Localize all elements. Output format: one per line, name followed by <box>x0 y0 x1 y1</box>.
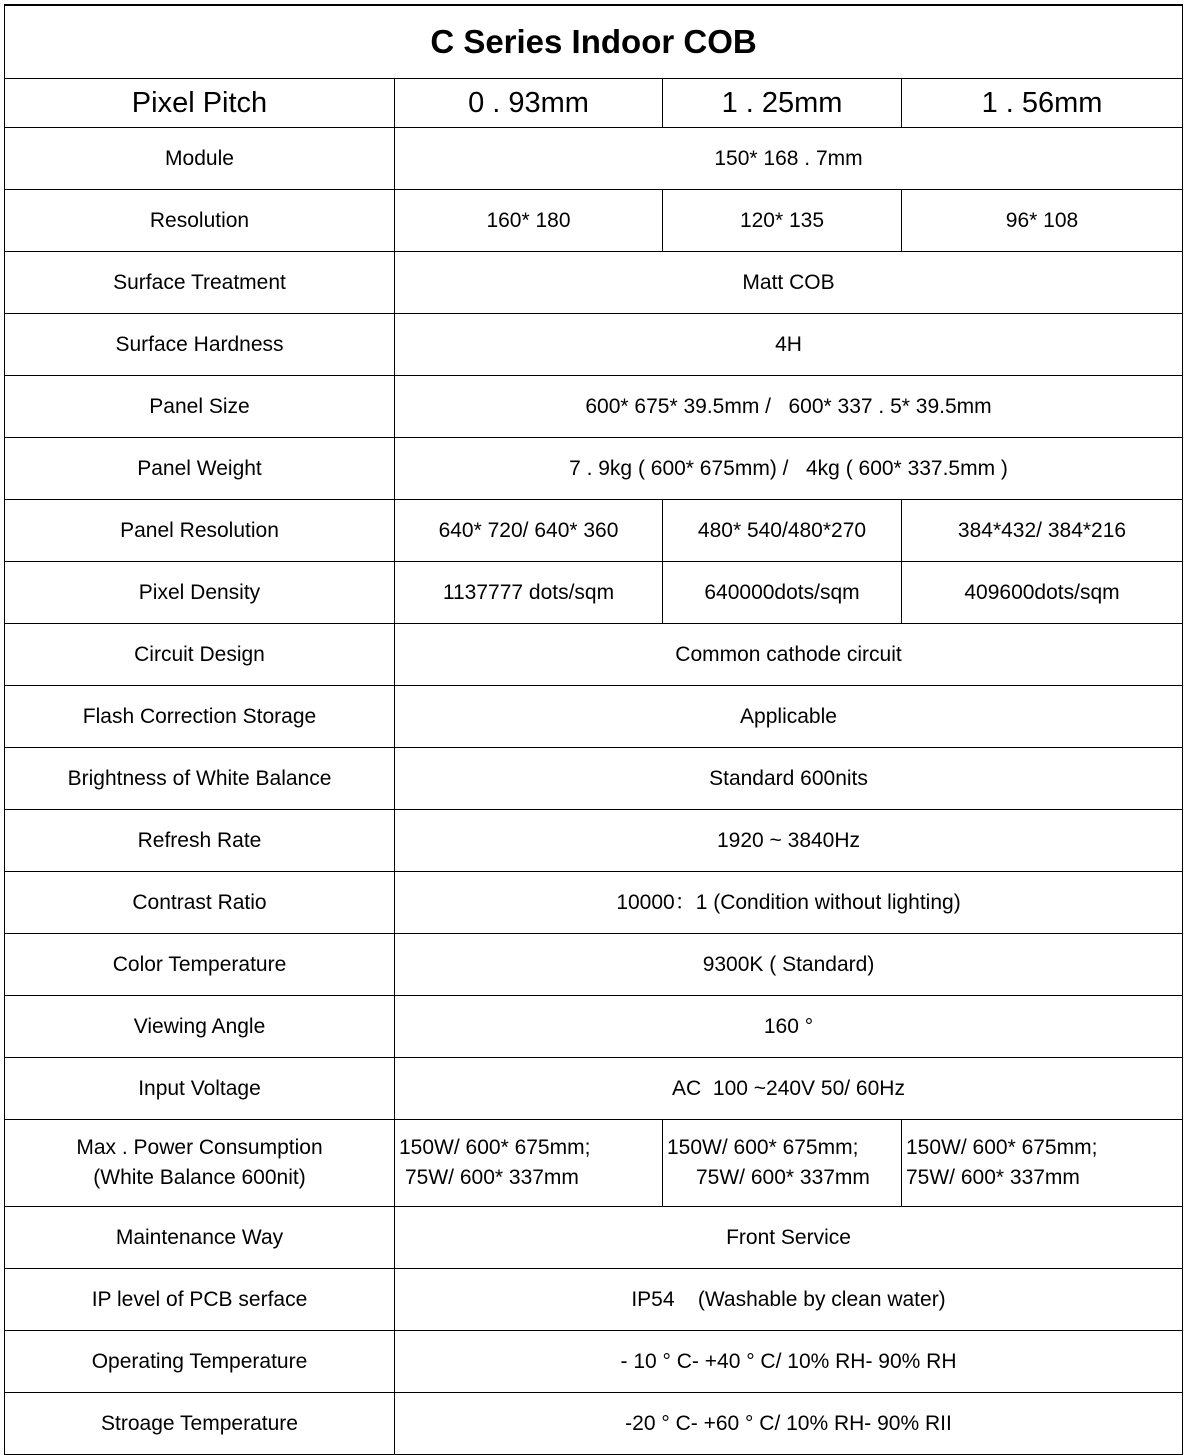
row-label: Module <box>5 128 395 190</box>
surface-hardness-row <box>5 314 1183 376</box>
row-value: 9300K ( Standard) <box>395 934 1183 996</box>
row-label-line: (White Balance 600nit) <box>93 1166 306 1189</box>
row-label: Brightness of White Balance <box>5 748 395 810</box>
row-value: Common cathode circuit <box>395 624 1183 686</box>
pixel-density-row <box>5 562 1183 624</box>
brightness-row <box>5 748 1183 810</box>
row-label-line: Max . Power Consumption <box>76 1136 323 1159</box>
value-line: 150W/ 600* 675mm; <box>667 1136 859 1159</box>
row-value: 160 ° <box>395 996 1183 1058</box>
maintenance-row <box>5 1207 1183 1269</box>
row-value: 640* 720/ 640* 360 <box>395 500 663 562</box>
row-value: Standard 600nits <box>395 748 1183 810</box>
row-value: Applicable <box>395 686 1183 748</box>
row-label: Viewing Angle <box>5 996 395 1058</box>
row-label: Operating Temperature <box>5 1331 395 1393</box>
pitch-value: 1 . 56mm <box>902 79 1183 128</box>
row-label: Panel Size <box>5 376 395 438</box>
row-label: Input Voltage <box>5 1058 395 1120</box>
circuit-design-row <box>5 624 1183 686</box>
row-label: IP level of PCB serface <box>5 1269 395 1331</box>
row-value: 1920 ~ 3840Hz <box>395 810 1183 872</box>
row-value: 1137777 dots/sqm <box>395 562 663 624</box>
storage-temperature-row <box>5 1393 1183 1455</box>
row-value: 96* 108 <box>902 190 1183 252</box>
input-voltage-row <box>5 1058 1183 1120</box>
panel-weight-row <box>5 438 1183 500</box>
color-temperature-row <box>5 934 1183 996</box>
row-value: Matt COB <box>395 252 1183 314</box>
row-label <box>5 1120 395 1207</box>
row-value: 4H <box>395 314 1183 376</box>
row-value: 409600dots/sqm <box>902 562 1183 624</box>
row-label: Circuit Design <box>5 624 395 686</box>
row-value: 600* 675* 39.5mm / 600* 337 . 5* 39.5mm <box>395 376 1183 438</box>
row-label: Color Temperature <box>5 934 395 996</box>
pitch-value: 0 . 93mm <box>395 79 663 128</box>
row-value: 640000dots/sqm <box>663 562 902 624</box>
row-value <box>663 1120 902 1207</box>
ip-level-row <box>5 1269 1183 1331</box>
row-value <box>395 1120 663 1207</box>
module-row <box>5 128 1183 190</box>
row-label: Surface Treatment <box>5 252 395 314</box>
pitch-value: 1 . 25mm <box>663 79 902 128</box>
operating-temperature-row <box>5 1331 1183 1393</box>
row-value: 384*432/ 384*216 <box>902 500 1183 562</box>
row-value: AC 100 ~240V 50/ 60Hz <box>395 1058 1183 1120</box>
row-label: Refresh Rate <box>5 810 395 872</box>
row-value: IP54 (Washable by clean water) <box>395 1269 1183 1331</box>
row-label: Surface Hardness <box>5 314 395 376</box>
row-value: 150* 168 . 7mm <box>395 128 1183 190</box>
row-value <box>902 1120 1183 1207</box>
flash-correction-row <box>5 686 1183 748</box>
table-title-row <box>5 5 1183 79</box>
pixel-pitch-label: Pixel Pitch <box>5 79 395 128</box>
row-value: -20 ° C- +60 ° C/ 10% RH- 90% RII <box>395 1393 1183 1455</box>
surface-treatment-row <box>5 252 1183 314</box>
contrast-ratio-row <box>5 872 1183 934</box>
row-value: Front Service <box>395 1207 1183 1269</box>
value-line: 75W/ 600* 337mm <box>906 1166 1080 1189</box>
row-label: Stroage Temperature <box>5 1393 395 1455</box>
row-value: 160* 180 <box>395 190 663 252</box>
row-value: 7 . 9kg ( 600* 675mm) / 4kg ( 600* 337.5mm ) <box>395 438 1183 500</box>
viewing-angle-row <box>5 996 1183 1058</box>
row-label: Panel Weight <box>5 438 395 500</box>
value-line: 150W/ 600* 675mm; <box>399 1136 591 1159</box>
resolution-row <box>5 190 1183 252</box>
row-value: 10000：1 (Condition without lighting) <box>395 872 1183 934</box>
max-power-row <box>5 1120 1183 1207</box>
row-value: 480* 540/480*270 <box>663 500 902 562</box>
row-value: 120* 135 <box>663 190 902 252</box>
row-label: Maintenance Way <box>5 1207 395 1269</box>
row-label: Pixel Density <box>5 562 395 624</box>
value-line: 75W/ 600* 337mm <box>696 1166 870 1189</box>
row-value: - 10 ° C- +40 ° C/ 10% RH- 90% RH <box>395 1331 1183 1393</box>
refresh-rate-row <box>5 810 1183 872</box>
row-label: Contrast Ratio <box>5 872 395 934</box>
value-line: 75W/ 600* 337mm <box>405 1166 579 1189</box>
panel-resolution-row <box>5 500 1183 562</box>
pixel-pitch-row <box>5 79 1183 128</box>
table-title: C Series Indoor COB <box>5 5 1183 79</box>
panel-size-row <box>5 376 1183 438</box>
spec-table <box>4 4 1183 1455</box>
value-line: 150W/ 600* 675mm; <box>906 1136 1098 1159</box>
row-label: Resolution <box>5 190 395 252</box>
row-label: Flash Correction Storage <box>5 686 395 748</box>
row-label: Panel Resolution <box>5 500 395 562</box>
